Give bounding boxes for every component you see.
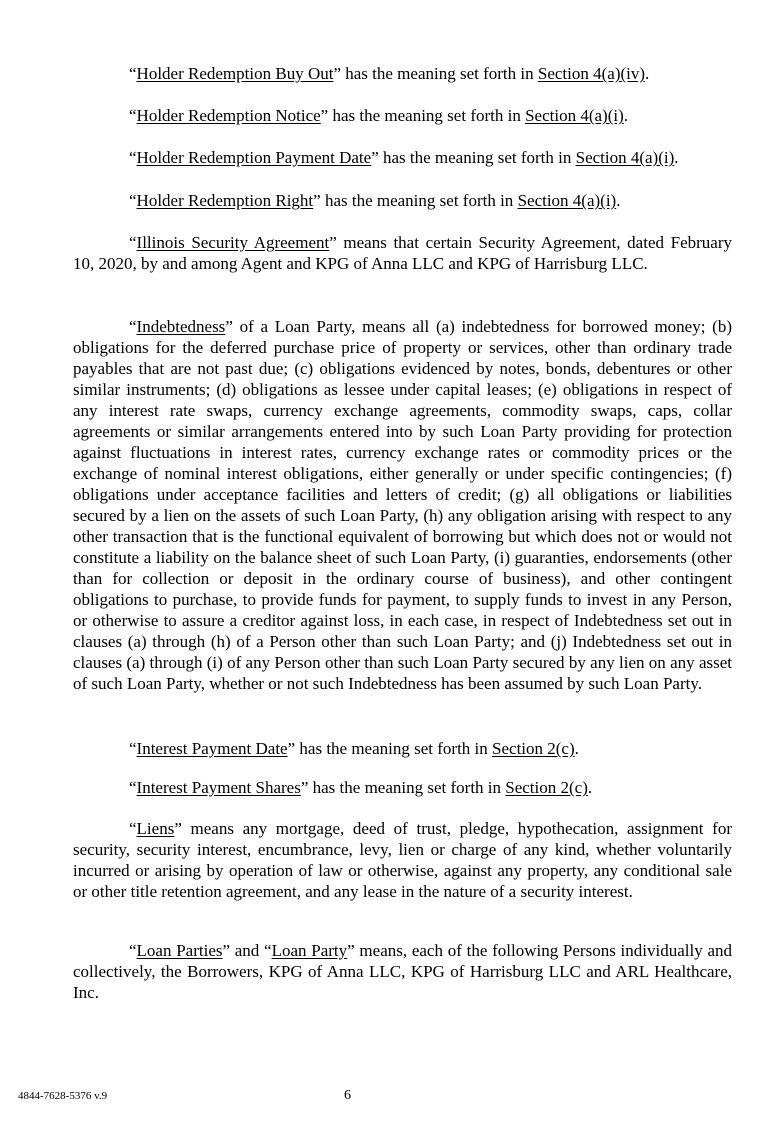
definition-holder-redemption-notice: “Holder Redemption Notice” has the meaning set forth in Section 4(a)(i). <box>129 106 628 125</box>
definition-holder-redemption-payment-date: “Holder Redemption Payment Date” has the meaning set forth in Section 4(a)(i). <box>129 148 679 167</box>
section-reference: Section 4(a)(iv) <box>537 64 646 83</box>
section-reference: Section 4(a)(i) <box>575 148 675 167</box>
defined-term: Holder Redemption Right <box>136 191 314 210</box>
definition-indebtedness: “Indebtedness” of a Loan Party, means all (a) indebtedness for borrowed money; (b) obligations for the deferred purchase price of property or services, other than ordinary trade payables that are not past due; (c) obligations evidenced by notes, bonds, debentures or other similar instruments; (d) obligations as lessee under capital leases; (e) obligations in respect of any interest rate swaps, currency exchange agreements, commodity swaps, caps, collar agreements or similar arrangements entered into by such Loan Party providing for protection against fluctuations in interest rates, currency exchange rates or commodity prices or the exchange of nominal interest obligations, either generally or under specific contingencies; (f) obligations under acceptance facilities and letters of credit; (g) all obligations or liabilities secured by a lien on the assets of such Loan Party, (h) any obligation arising with respect to any other transaction that is the functional equivalent of borrowing but which does not or would not constitute a liability on the balance sheet of such Loan Party, (i) guaranties, endorsements (other than for collection or deposit in the ordinary course of business), and other contingent obligations to purchase, to provide funds for payment, to supply funds to invest in any Person, or otherwise to assure a creditor against loss, in each case, in respect of Indebtedness set out in clauses (a) through (h) of a Person other than such Loan Party; and (j) Indebtedness set out in clauses (a) through (i) of any Person other than such Loan Party secured by any lien on any asset of such Loan Party, whether or not such Indebtedness has been assumed by such Loan Party. <box>73 317 732 693</box>
defined-term: Liens <box>136 819 175 838</box>
definition-illinois-security-agreement: “Illinois Security Agreement” means that certain Security Agreement, dated February 10, 2020, by and among Agent and KPG of Anna LLC and KPG of Harrisburg LLC. <box>73 233 732 273</box>
defined-term: Interest Payment Shares <box>136 778 301 797</box>
section-reference: Section 2(c) <box>492 739 575 758</box>
defined-term: Holder Redemption Payment Date <box>136 148 372 167</box>
document-id: 4844-7628-5376 v.9 <box>18 1090 108 1102</box>
defined-term: Holder Redemption Notice <box>136 106 321 125</box>
definition-holder-redemption-right: “Holder Redemption Right” has the meaning set forth in Section 4(a)(i). <box>129 191 621 210</box>
definition-holder-redemption-buy-out: “Holder Redemption Buy Out” has the meaning set forth in Section 4(a)(iv). <box>129 64 650 83</box>
defined-term: Interest Payment Date <box>136 739 288 758</box>
section-reference: Section 2(c) <box>505 778 588 797</box>
defined-term: Loan Party <box>271 941 348 960</box>
section-reference: Section 4(a)(i) <box>525 106 624 125</box>
defined-term: Holder Redemption Buy Out <box>136 64 334 83</box>
defined-term: Illinois Security Agreement <box>136 233 330 252</box>
defined-term: Indebtedness <box>136 317 226 336</box>
section-reference: Section 4(a)(i) <box>517 191 617 210</box>
definition-liens: “Liens” means any mortgage, deed of trust, pledge, hypothecation, assignment for security, security interest, encumbrance, levy, lien or charge of any kind, whether voluntarily incurred or arising by operation of law or otherwise, against any property, any conditional sale or other title retention agreement, and any lease in the nature of a security interest. <box>73 819 732 901</box>
page-number: 6 <box>344 1088 351 1103</box>
defined-term: Loan Parties <box>136 941 223 960</box>
definition-loan-parties: “Loan Parties” and “Loan Party” means, each of the following Persons individually and collectively, the Borrowers, KPG of Anna LLC, KPG of Harrisburg LLC and ARL Healthcare, Inc. <box>73 941 732 1002</box>
definition-interest-payment-date: “Interest Payment Date” has the meaning set forth in Section 2(c). <box>129 739 579 758</box>
definition-interest-payment-shares: “Interest Payment Shares” has the meaning set forth in Section 2(c). <box>129 778 593 797</box>
